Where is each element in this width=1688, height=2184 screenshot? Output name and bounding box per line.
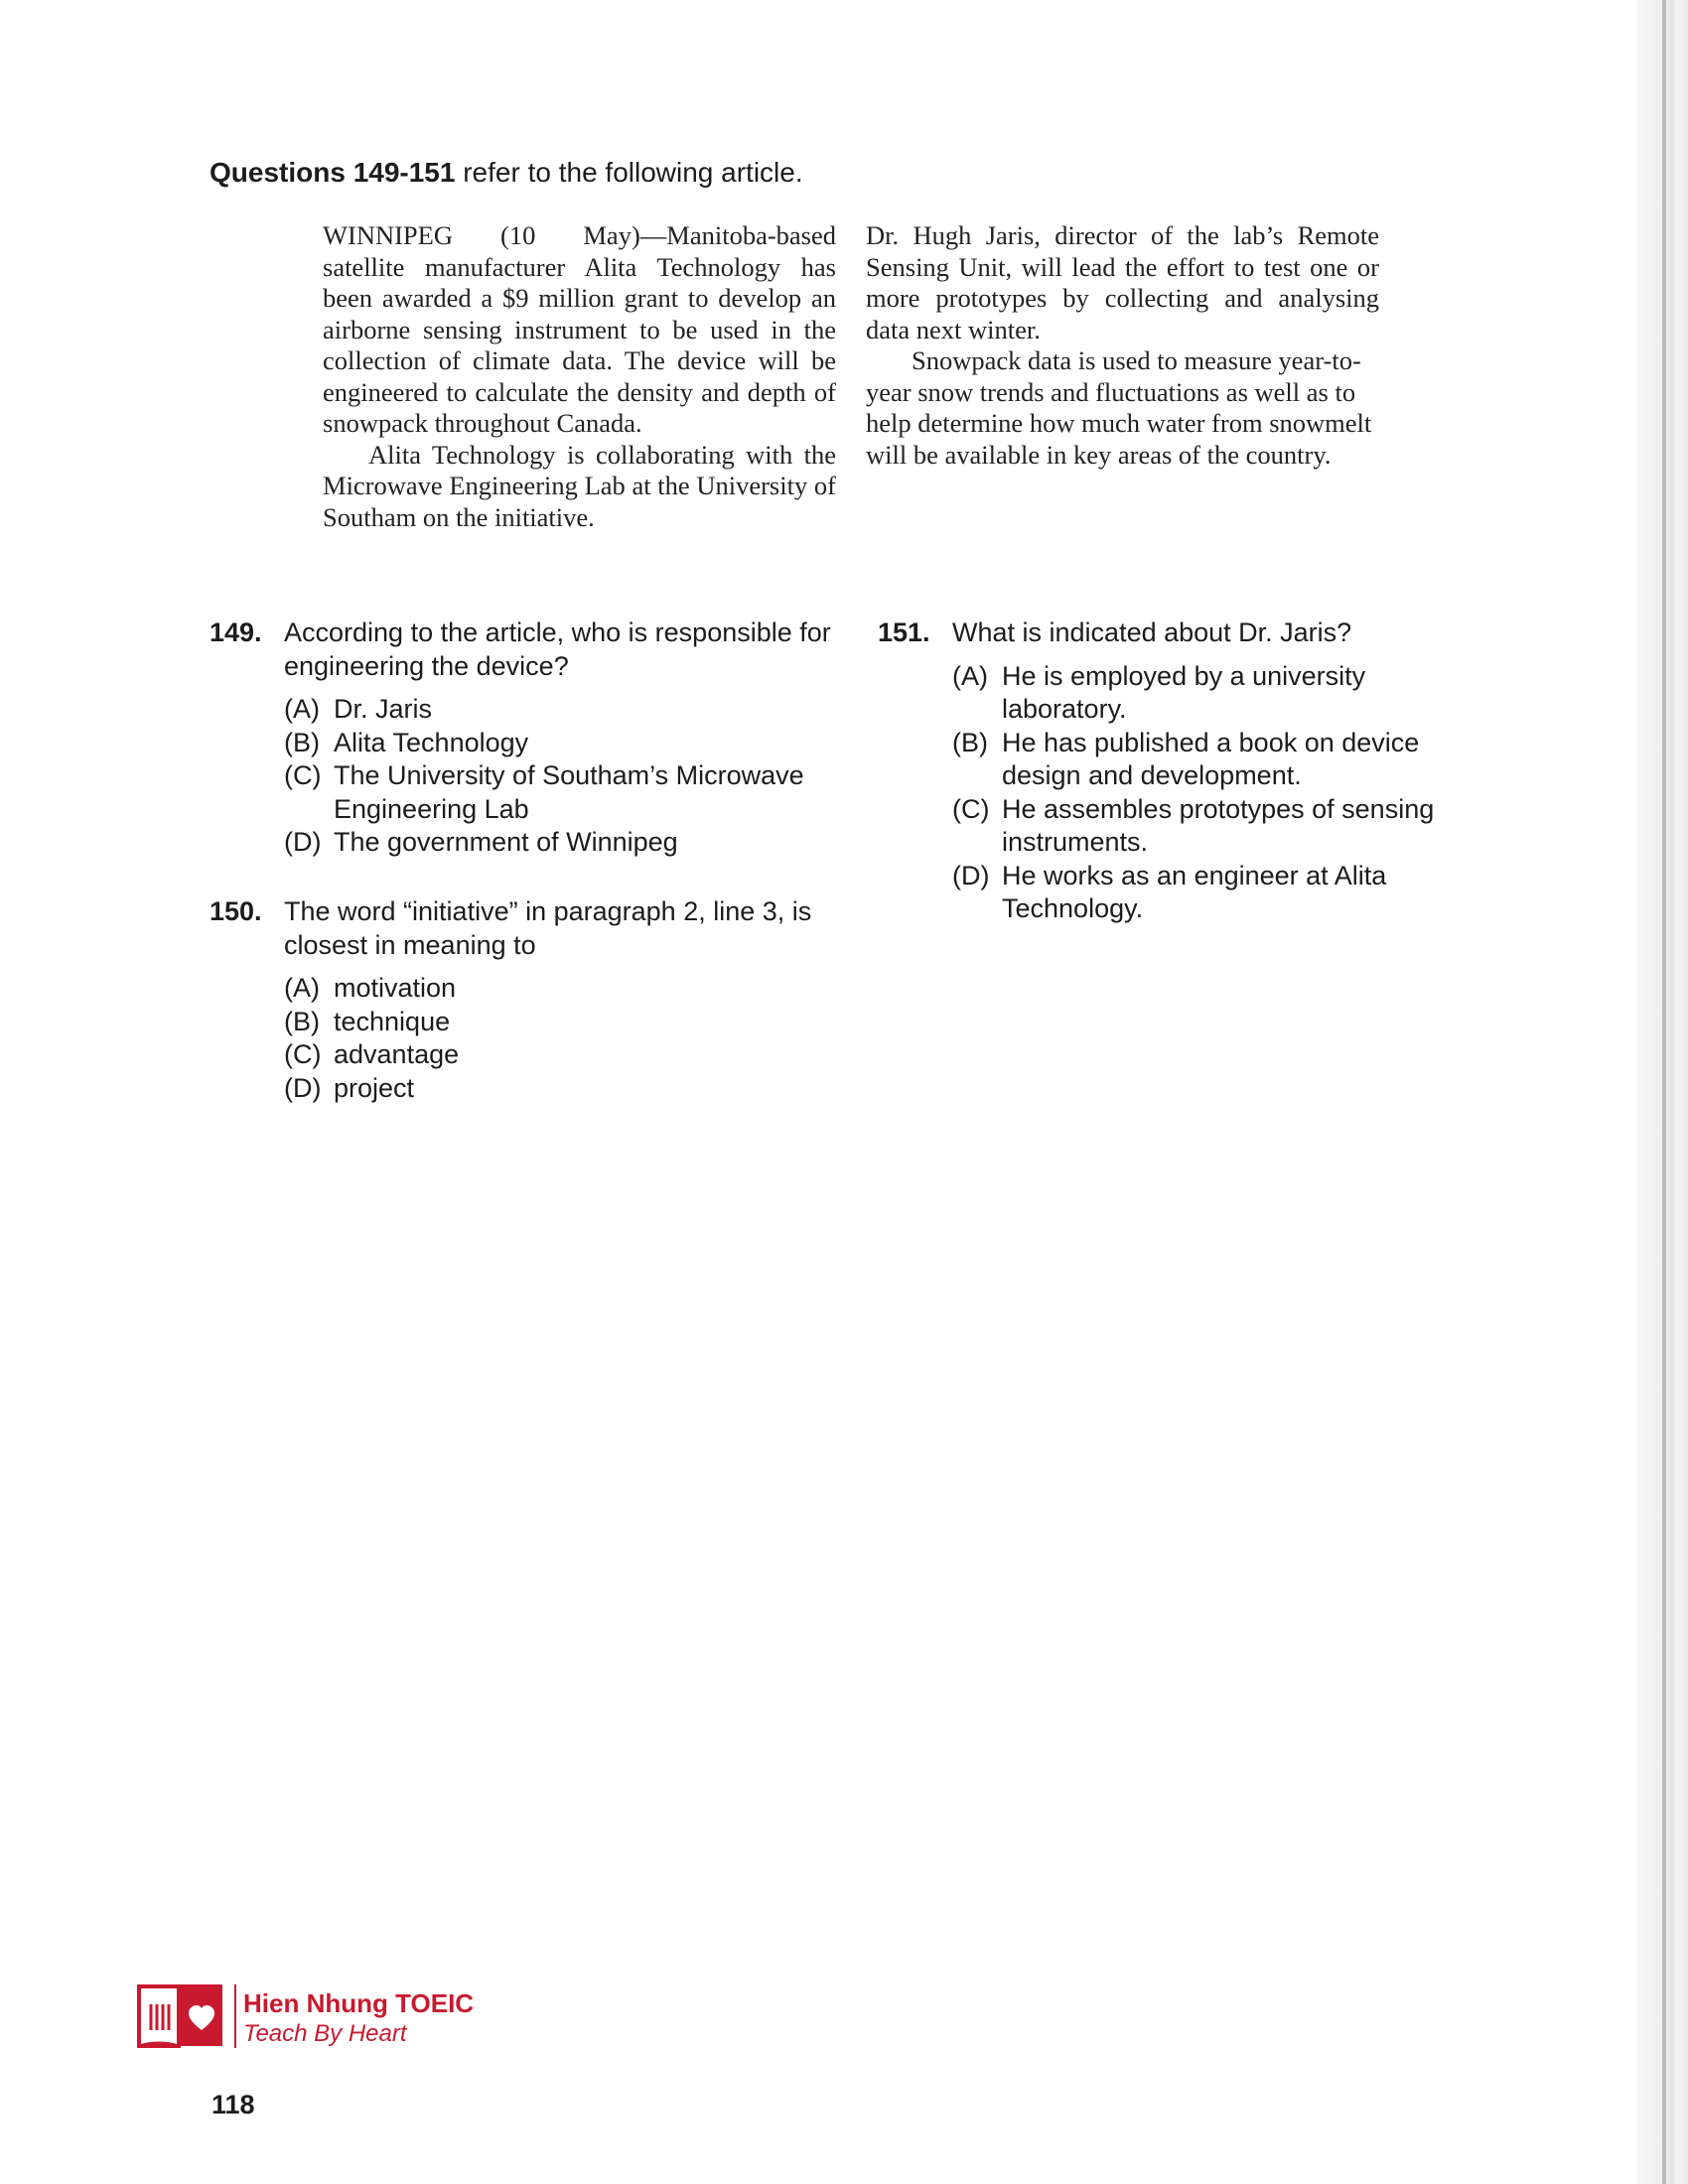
option-text: Alita Technology <box>334 727 529 757</box>
option-letter: (B) <box>284 727 320 757</box>
option-text: Dr. Jaris <box>334 694 433 724</box>
option-letter: (A) <box>284 973 320 1003</box>
answer-options <box>210 693 845 860</box>
option-text: He has published a book on device design and development. <box>1002 727 1420 790</box>
option-letter: (C) <box>952 793 990 824</box>
question-149 <box>210 616 845 860</box>
question-number: 149. <box>210 617 262 647</box>
question-150 <box>210 895 845 1105</box>
article-paragraph-2-continued: Dr. Hugh Jaris, director of the lab’s Remote Sensing Unit, will lead the effort to test one or more prototypes by collecting and analysing data next winter. <box>866 220 1379 344</box>
logo-divider <box>234 1984 236 2048</box>
option-a[interactable] <box>952 660 1474 727</box>
option-c[interactable] <box>284 759 845 826</box>
option-text: He assembles prototypes of sensing instruments. <box>1002 793 1435 857</box>
logo-brand-name: Hien Nhung TOEIC <box>243 1988 475 2018</box>
question-number: 151. <box>878 617 930 647</box>
question-number: 150. <box>210 896 262 926</box>
option-text: advantage <box>334 1039 460 1069</box>
option-text: He works as an engineer at Alita Technology. <box>1002 860 1387 923</box>
option-b[interactable] <box>952 727 1474 793</box>
section-heading <box>210 155 803 191</box>
option-d[interactable] <box>284 1072 845 1106</box>
heading-instruction: refer to the following article. <box>455 157 803 188</box>
option-text: project <box>334 1072 415 1103</box>
question-151 <box>878 616 1474 926</box>
option-b[interactable] <box>284 727 845 760</box>
article-paragraph-3: Snowpack data is used to measure year-to-year snow trends and fluctuations as well as to help determine how much water from snowmelt will be available in key areas of the country. <box>866 345 1372 470</box>
question-stem: According to the article, who is responsible for engineering the device? <box>284 617 831 681</box>
questions-range: Questions 149-151 <box>210 157 456 188</box>
option-letter: (B) <box>284 1006 320 1036</box>
option-letter: (A) <box>284 694 320 724</box>
option-text: motivation <box>334 973 457 1003</box>
option-text: The government of Winnipeg <box>334 827 678 857</box>
option-letter: (C) <box>284 760 322 790</box>
option-letter: (C) <box>284 1039 322 1069</box>
option-text: He is employed by a university laboratory. <box>1002 660 1366 724</box>
book-heart-icon <box>135 1980 226 2052</box>
page-number: 118 <box>211 2090 255 2119</box>
option-letter: (D) <box>284 827 322 857</box>
option-d[interactable] <box>952 860 1474 926</box>
option-letter: (D) <box>952 860 990 890</box>
option-letter: (B) <box>952 727 988 757</box>
article-paragraph-2: Alita Technology is collaborating with the Microwave Engineering Lab at the University of Southam on the initiative. <box>323 439 836 532</box>
option-b[interactable] <box>284 1006 845 1039</box>
logo-tagline: Teach By Heart <box>243 2020 407 2047</box>
option-c[interactable] <box>952 793 1474 860</box>
option-letter: (D) <box>284 1072 322 1103</box>
article-paragraph-1: WINNIPEG (10 May)—Manitoba-based satellite manufacturer Alita Technology has been awarded a $9 million grant to develop an airborne sensing instrument to be used in the collection of climate data. The device will be engineered to calculate the density and depth of snowpack throughout Canada. <box>323 220 836 438</box>
question-stem: What is indicated about Dr. Jaris? <box>952 617 1352 647</box>
option-c[interactable] <box>284 1038 845 1072</box>
article-column-2 <box>866 220 1379 533</box>
option-text: technique <box>334 1006 451 1036</box>
article-column-1 <box>323 220 836 533</box>
option-a[interactable] <box>284 972 845 1006</box>
question-stem: The word “initiative” in paragraph 2, line 3, is closest in meaning to <box>284 896 812 960</box>
answer-options <box>878 660 1474 926</box>
answer-options <box>210 972 845 1105</box>
article <box>323 220 1380 533</box>
publisher-logo <box>135 1980 552 2055</box>
option-letter: (A) <box>952 660 988 691</box>
option-d[interactable] <box>284 826 845 860</box>
option-a[interactable] <box>284 693 845 727</box>
option-text: The University of Southam’s Microwave Engineering Lab <box>334 760 804 824</box>
page-binding-edge <box>1636 0 1688 2184</box>
